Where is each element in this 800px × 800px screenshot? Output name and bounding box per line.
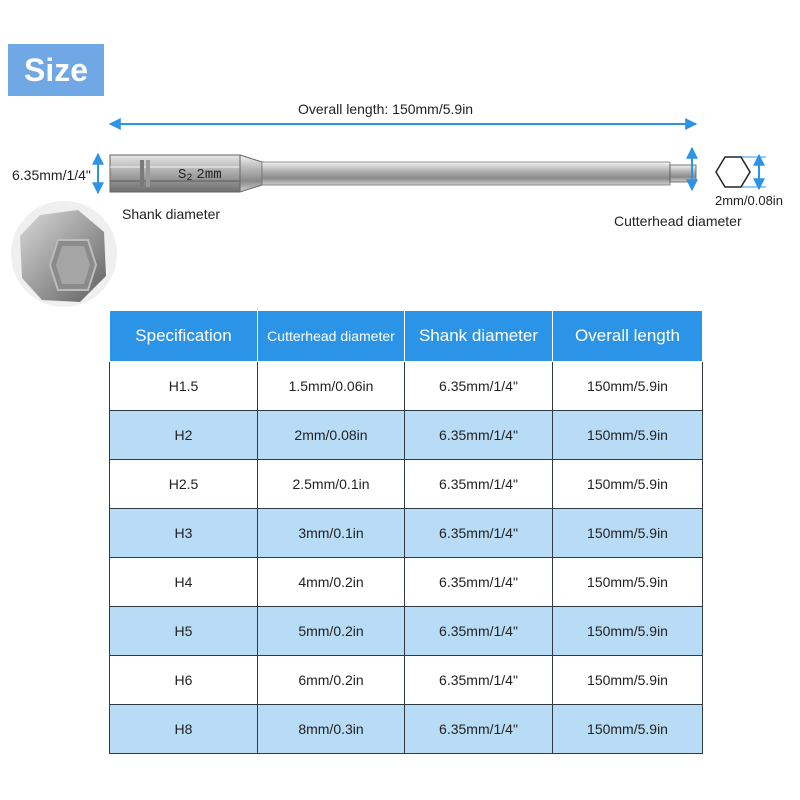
cell-shank: 6.35mm/1/4" (405, 558, 553, 607)
table-row (110, 705, 703, 754)
cutterhead-diameter-label: Cutterhead diameter (614, 213, 742, 229)
cell-shank: 6.35mm/1/4" (405, 411, 553, 460)
cell-spec: H4 (110, 558, 258, 607)
cell-length: 150mm/5.9in (553, 656, 703, 705)
table-row (110, 460, 703, 509)
header-overall-length: Overall length (553, 311, 703, 362)
cell-spec: H1.5 (110, 362, 258, 411)
table-row (110, 656, 703, 705)
shank-diameter-label: Shank diameter (122, 206, 221, 222)
shank-size-label: 6.35mm/1/4" (12, 167, 91, 183)
cell-cutterhead: 3mm/0.1in (258, 509, 405, 558)
cell-spec: H5 (110, 607, 258, 656)
table-row (110, 411, 703, 460)
table-row (110, 607, 703, 656)
spec-table (109, 310, 703, 754)
cell-shank: 6.35mm/1/4" (405, 607, 553, 656)
cell-shank: 6.35mm/1/4" (405, 705, 553, 754)
cell-shank: 6.35mm/1/4" (405, 656, 553, 705)
table-row (110, 509, 703, 558)
shaft (262, 162, 670, 185)
cell-length: 150mm/5.9in (553, 705, 703, 754)
cell-cutterhead: 4mm/0.2in (258, 558, 405, 607)
cell-spec: H8 (110, 705, 258, 754)
shaft-taper (240, 155, 262, 192)
cell-length: 150mm/5.9in (553, 509, 703, 558)
cell-spec: H2.5 (110, 460, 258, 509)
cell-cutterhead: 2mm/0.08in (258, 411, 405, 460)
cell-spec: H6 (110, 656, 258, 705)
cell-length: 150mm/5.9in (553, 460, 703, 509)
cell-cutterhead: 8mm/0.3in (258, 705, 405, 754)
cell-cutterhead: 5mm/0.2in (258, 607, 405, 656)
table-row (110, 558, 703, 607)
overall-length-label: Overall length: 150mm/5.9in (298, 101, 474, 117)
cell-shank: 6.35mm/1/4" (405, 509, 553, 558)
cell-length: 150mm/5.9in (553, 607, 703, 656)
cell-cutterhead: 2.5mm/0.1in (258, 460, 405, 509)
cell-length: 150mm/5.9in (553, 362, 703, 411)
shank-end-thumbnail (11, 201, 117, 307)
bit-marking: S2 2mm (178, 167, 222, 184)
hexagon-icon (716, 157, 750, 187)
cell-spec: H3 (110, 509, 258, 558)
cell-shank: 6.35mm/1/4" (405, 460, 553, 509)
header-shank-diameter: Shank diameter (405, 311, 553, 362)
table-header-row (110, 311, 703, 362)
cell-length: 150mm/5.9in (553, 558, 703, 607)
table-row (110, 362, 703, 411)
cell-cutterhead: 1.5mm/0.06in (258, 362, 405, 411)
cell-shank: 6.35mm/1/4" (405, 362, 553, 411)
cell-cutterhead: 6mm/0.2in (258, 656, 405, 705)
header-specification: Specification (110, 311, 258, 362)
cell-spec: H2 (110, 411, 258, 460)
cell-length: 150mm/5.9in (553, 411, 703, 460)
size-badge: Size (8, 44, 104, 96)
bit-diagram (0, 0, 800, 310)
tip-size-label: 2mm/0.08in (715, 193, 783, 208)
header-cutterhead-diameter: Cutterhead diameter (258, 311, 405, 362)
